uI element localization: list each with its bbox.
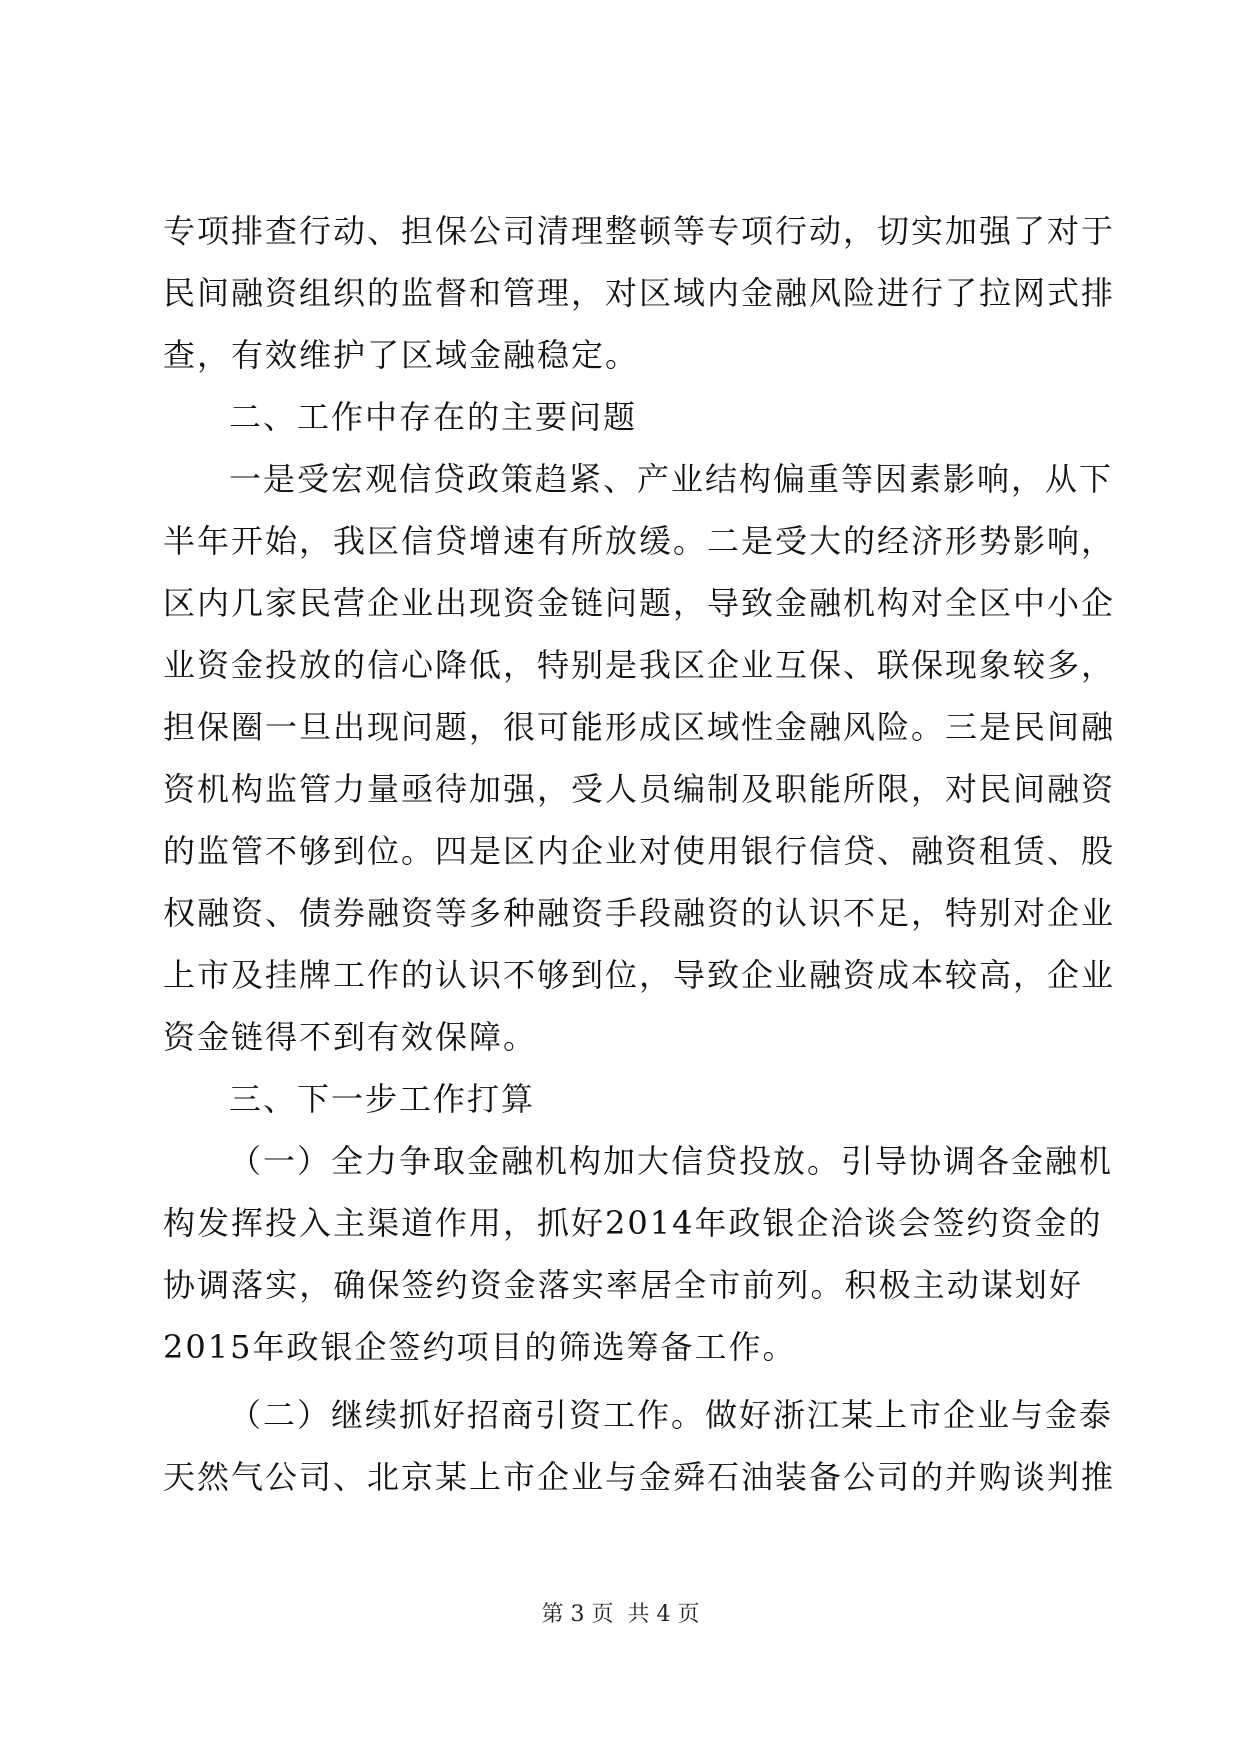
page-number-label: 第 3 页 共 4 页 [541,1602,700,1627]
section-heading: 三、下一步工作打算 [229,1080,536,1118]
paragraph-line: 资机构监管力量亟待加强，受人员编制及职能所限，对民间融资 [163,770,1116,808]
paragraph-line: 2015年政银企签约项目的筛选筹备工作。 [163,1328,797,1366]
paragraph-line: 区内几家民营企业出现资金链问题，导致金融机构对全区中小企 [163,584,1116,622]
paragraph-line: （一）全力争取金融机构加大信贷投放。引导协调各金融机 [229,1142,1114,1180]
paragraph-line: 专项排查行动、担保公司清理整顿等专项行动，切实加强了对于 [163,212,1116,250]
paragraph-line: 查，有效维护了区域金融稳定。 [163,336,640,374]
paragraph-line: 一是受宏观信贷政策趋紧、产业结构偏重等因素影响，从下 [229,460,1114,498]
section-heading: 二、工作中存在的主要问题 [229,398,638,436]
paragraph-line: 资金链得不到有效保障。 [163,1018,538,1056]
paragraph-line: 业资金投放的信心降低，特别是我区企业互保、联保现象较多， [163,646,1116,684]
paragraph-line: 协调落实，确保签约资金落实率居全市前列。积极主动谋划好 [163,1266,1083,1304]
paragraph-line: 的监管不够到位。四是区内企业对使用银行信贷、融资租赁、股 [163,832,1116,870]
page-footer [0,1600,1241,1630]
paragraph-line: 担保圈一旦出现问题，很可能形成区域性金融风险。三是民间融 [163,708,1116,746]
paragraph-line: （二）继续抓好招商引资工作。做好浙江某上市企业与金泰 [229,1396,1114,1434]
paragraph-line: 构发挥投入主渠道作用，抓好2014年政银企洽谈会签约资金的 [163,1204,1103,1242]
paragraph-line: 上市及挂牌工作的认识不够到位，导致企业融资成本较高，企业 [163,956,1116,994]
paragraph-line: 天然气公司、北京某上市企业与金舜石油装备公司的并购谈判推 [163,1458,1116,1496]
paragraph-line: 半年开始，我区信贷增速有所放缓。二是受大的经济形势影响， [163,522,1116,560]
paragraph-line: 权融资、债券融资等多种融资手段融资的认识不足，特别对企业 [163,894,1116,932]
document-body [163,200,1116,1508]
paragraph-line: 民间融资组织的监督和管理，对区域内金融风险进行了拉网式排 [163,274,1116,312]
